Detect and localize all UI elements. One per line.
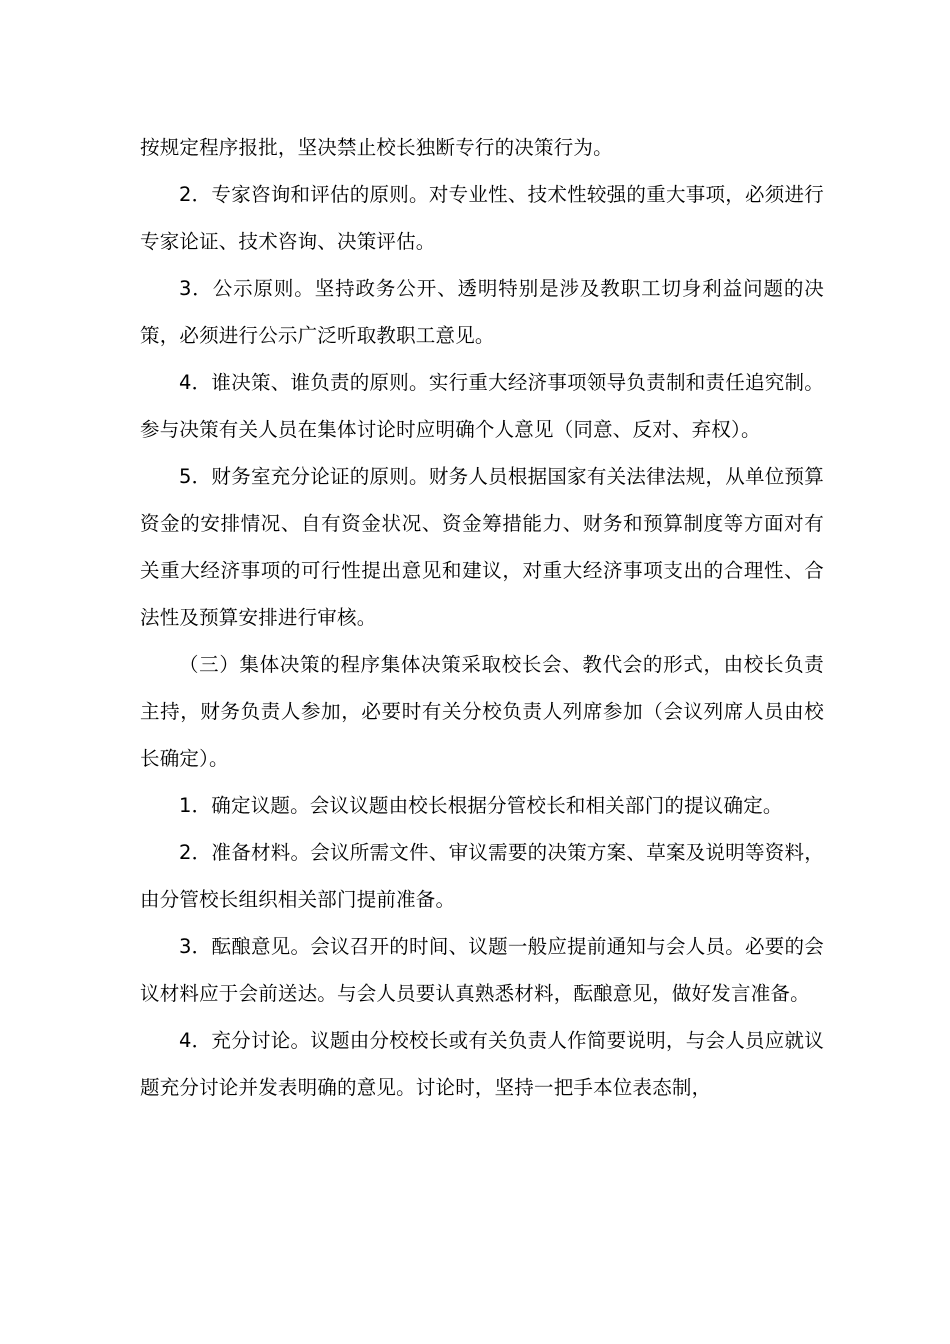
paragraph-determine-topics: 1．确定议题。会议议题由校长根据分管校长和相关部门的提议确定。	[179, 794, 783, 817]
paragraph-disclosure: 3．公示原则。坚持政务公开、透明特别是涉及教职工切身利益问题的决策，必须进行公示广泛听取教职工意见。	[140, 277, 824, 347]
paragraph-accountability: 4．谁决策、谁负责的原则。实行重大经济事项领导负责制和责任追究制。参与决策有关人员在集体讨论时应明确个人意见（同意、反对、弃权）。	[140, 371, 824, 441]
paragraph-finance-review: 5．财务室充分论证的原则。财务人员根据国家有关法律法规，从单位预算资金的安排情况、自有资金状况、资金筹措能力、财务和预算制度等方面对有关重大经济事项的可行性提出意见和建议，对重大经济事项支出的合理性、合法性及预算安排进行审核。	[140, 465, 824, 629]
paragraph-deliberate-opinions: 3．酝酿意见。会议召开的时间、议题一般应提前通知与会人员。必要的会议材料应于会前送达。与会人员要认真熟悉材料，酝酿意见，做好发言准备。	[140, 935, 824, 1005]
paragraph-collective-procedure: （三）集体决策的程序集体决策采取校长会、教代会的形式，由校长负责主持，财务负责人参加，必要时有关分校负责人列席参加（会议列席人员由校长确定）。	[140, 653, 824, 770]
paragraph-continuation: 按规定程序报批，坚决禁止校长独断专行的决策行为。	[140, 136, 613, 159]
paragraph-expert-consultation: 2．专家咨询和评估的原则。对专业性、技术性较强的重大事项，必须进行专家论证、技术咨询、决策评估。	[140, 183, 824, 253]
paragraph-prepare-materials: 2．准备材料。会议所需文件、审议需要的决策方案、草案及说明等资料，由分管校长组织相关部门提前准备。	[140, 841, 824, 911]
paragraph-full-discussion: 4．充分讨论。议题由分校校长或有关负责人作简要说明，与会人员应就议题充分讨论并发表明确的意见。讨论时，坚持一把手本位表态制，	[140, 1029, 824, 1099]
document-body	[140, 124, 824, 1111]
